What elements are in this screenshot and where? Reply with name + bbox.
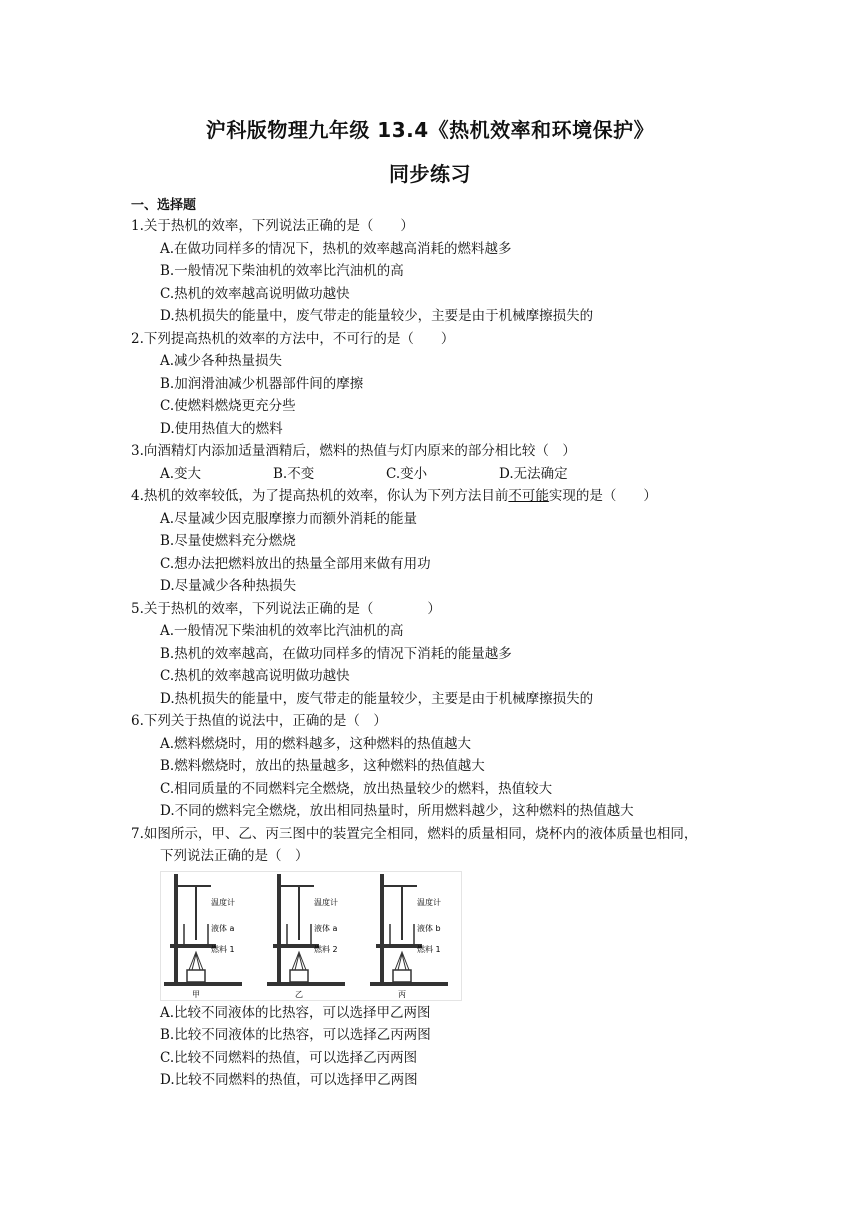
question-5-option-a: A.一般情况下柴油机的效率比汽油机的高 <box>160 623 404 639</box>
stand-rod <box>277 874 281 983</box>
question-6-option-c: C.相同质量的不同燃料完全燃烧，放出热量较少的燃料，热值较大 <box>160 780 553 797</box>
question-7-stem: 7.如图所示，甲、乙、丙三图中的装置完全相同，燃料的质量相同，烧杯内的液体质量也相同， <box>131 825 698 842</box>
question-5-option-c: C.热机的效率越高说明做功越快 <box>160 668 350 684</box>
question-6-option-d: D.不同的燃料完全燃烧，放出相同热量时，所用燃料越少，这种燃料的热值越大 <box>160 803 634 819</box>
burner <box>393 970 411 982</box>
caption-jia: 甲 <box>192 989 200 999</box>
question-6-option-b: B.燃料燃烧时，放出的热量越多，这种燃料的热值越大 <box>160 758 485 774</box>
question-4-option-a: A.尽量减少因克服摩擦力而额外消耗的能量 <box>160 510 418 527</box>
title-line-2: 同步练习 <box>389 162 471 186</box>
question-4-option-d: D.尽量减少各种热损失 <box>160 578 297 594</box>
question-list <box>131 215 831 1092</box>
question-5-option-d: D.热机损失的能量中，废气带走的能量较少，主要是由于机械摩擦损失的 <box>160 690 594 707</box>
question-4-underlined: 不可能 <box>508 488 549 504</box>
question-3-option-b: B.不变 <box>273 465 315 482</box>
label-fuel: 燃料 2 <box>314 944 338 954</box>
question-3-option-c: C.变小 <box>386 465 428 482</box>
flame <box>189 952 203 970</box>
question-4-stem-pre: 4.热机的效率较低，为了提高热机的效率，你认为下列方法目前 <box>131 488 509 504</box>
question-7-stem-continuation: 下列说法正确的是（ ） <box>160 848 309 864</box>
question-4-stem <box>131 485 831 508</box>
apparatus-figure <box>160 871 462 1001</box>
question-4-option-c: C.想办法把燃料放出的热量全部用来做有用功 <box>160 555 431 572</box>
label-liquid: 液体 a <box>211 923 235 933</box>
caption-bing: 丙 <box>398 989 406 999</box>
question-1-option-b: B.一般情况下柴油机的效率比汽油机的高 <box>160 263 404 279</box>
question-5-option-b: B.热机的效率越高，在做功同样多的情况下消耗的能量越多 <box>160 645 512 662</box>
question-3-option-d: D.无法确定 <box>499 465 568 482</box>
question-6-option-a: A.燃料燃烧时，用的燃料越多，这种燃料的热值越大 <box>160 735 472 752</box>
label-thermometer: 温度计 <box>211 897 235 907</box>
question-2-option-c: C.使燃料燃烧更充分些 <box>160 398 296 414</box>
question-4-stem-post: 实现的是（ ） <box>548 488 657 504</box>
question-3-option-a: A.变大 <box>160 465 202 482</box>
apparatus-diagram <box>161 872 461 1000</box>
burner <box>187 970 205 982</box>
stand-rod <box>174 874 178 983</box>
question-5-stem: 5.关于热机的效率，下列说法正确的是（ ） <box>131 600 441 617</box>
question-7-option-b: B.比较不同液体的比热容，可以选择乙丙两图 <box>160 1027 431 1043</box>
caption-yi: 乙 <box>295 989 303 999</box>
question-1-option-c: C.热机的效率越高说明做功越快 <box>160 285 350 302</box>
question-1-option-d: D.热机损失的能量中，废气带走的能量较少，主要是由于机械摩擦损失的 <box>160 308 594 324</box>
stand-rod <box>380 874 384 983</box>
question-2-option-b: B.加润滑油减少机器部件间的摩擦 <box>160 375 364 392</box>
label-fuel: 燃料 1 <box>417 944 441 954</box>
label-thermometer: 温度计 <box>314 897 338 907</box>
question-2-stem: 2.下列提高热机的效率的方法中，不可行的是（ ） <box>131 330 455 347</box>
question-1-option-a: A.在做功同样多的情况下，热机的效率越高消耗的燃料越多 <box>160 240 512 257</box>
question-1-stem: 1.关于热机的效率，下列说法正确的是（ ） <box>131 218 414 234</box>
question-7-option-a: A.比较不同液体的比热容，可以选择甲乙两图 <box>160 1004 431 1021</box>
label-liquid: 液体 a <box>314 923 338 933</box>
label-thermometer: 温度计 <box>417 897 441 907</box>
flame <box>395 952 409 970</box>
label-fuel: 燃料 1 <box>211 944 235 954</box>
question-7-option-c: C.比较不同燃料的热值，可以选择乙丙两图 <box>160 1049 418 1066</box>
question-2-option-a: A.减少各种热量损失 <box>160 353 283 369</box>
question-2-option-d: D.使用热值大的燃料 <box>160 420 283 437</box>
question-4-option-b: B.尽量使燃料充分燃烧 <box>160 533 296 549</box>
apparatus-panel-yi <box>267 874 345 999</box>
question-7-option-d: D.比较不同燃料的热值，可以选择甲乙两图 <box>160 1072 418 1088</box>
question-3-options <box>131 463 831 486</box>
flame <box>292 952 306 970</box>
question-3-stem: 3.向酒精灯内添加适量酒精后，燃料的热值与灯内原来的部分相比较（ ） <box>131 443 576 459</box>
section-heading: 一、选择题 <box>131 198 197 213</box>
label-liquid: 液体 b <box>417 923 441 933</box>
question-6-stem: 6.下列关于热值的说法中，正确的是（ ） <box>131 713 387 729</box>
apparatus-panel-bing <box>370 874 448 999</box>
title-line-1: 沪科版物理九年级 13.4《热机效率和环境保护》 <box>205 118 655 142</box>
apparatus-panel-jia <box>164 874 242 999</box>
burner <box>290 970 308 982</box>
